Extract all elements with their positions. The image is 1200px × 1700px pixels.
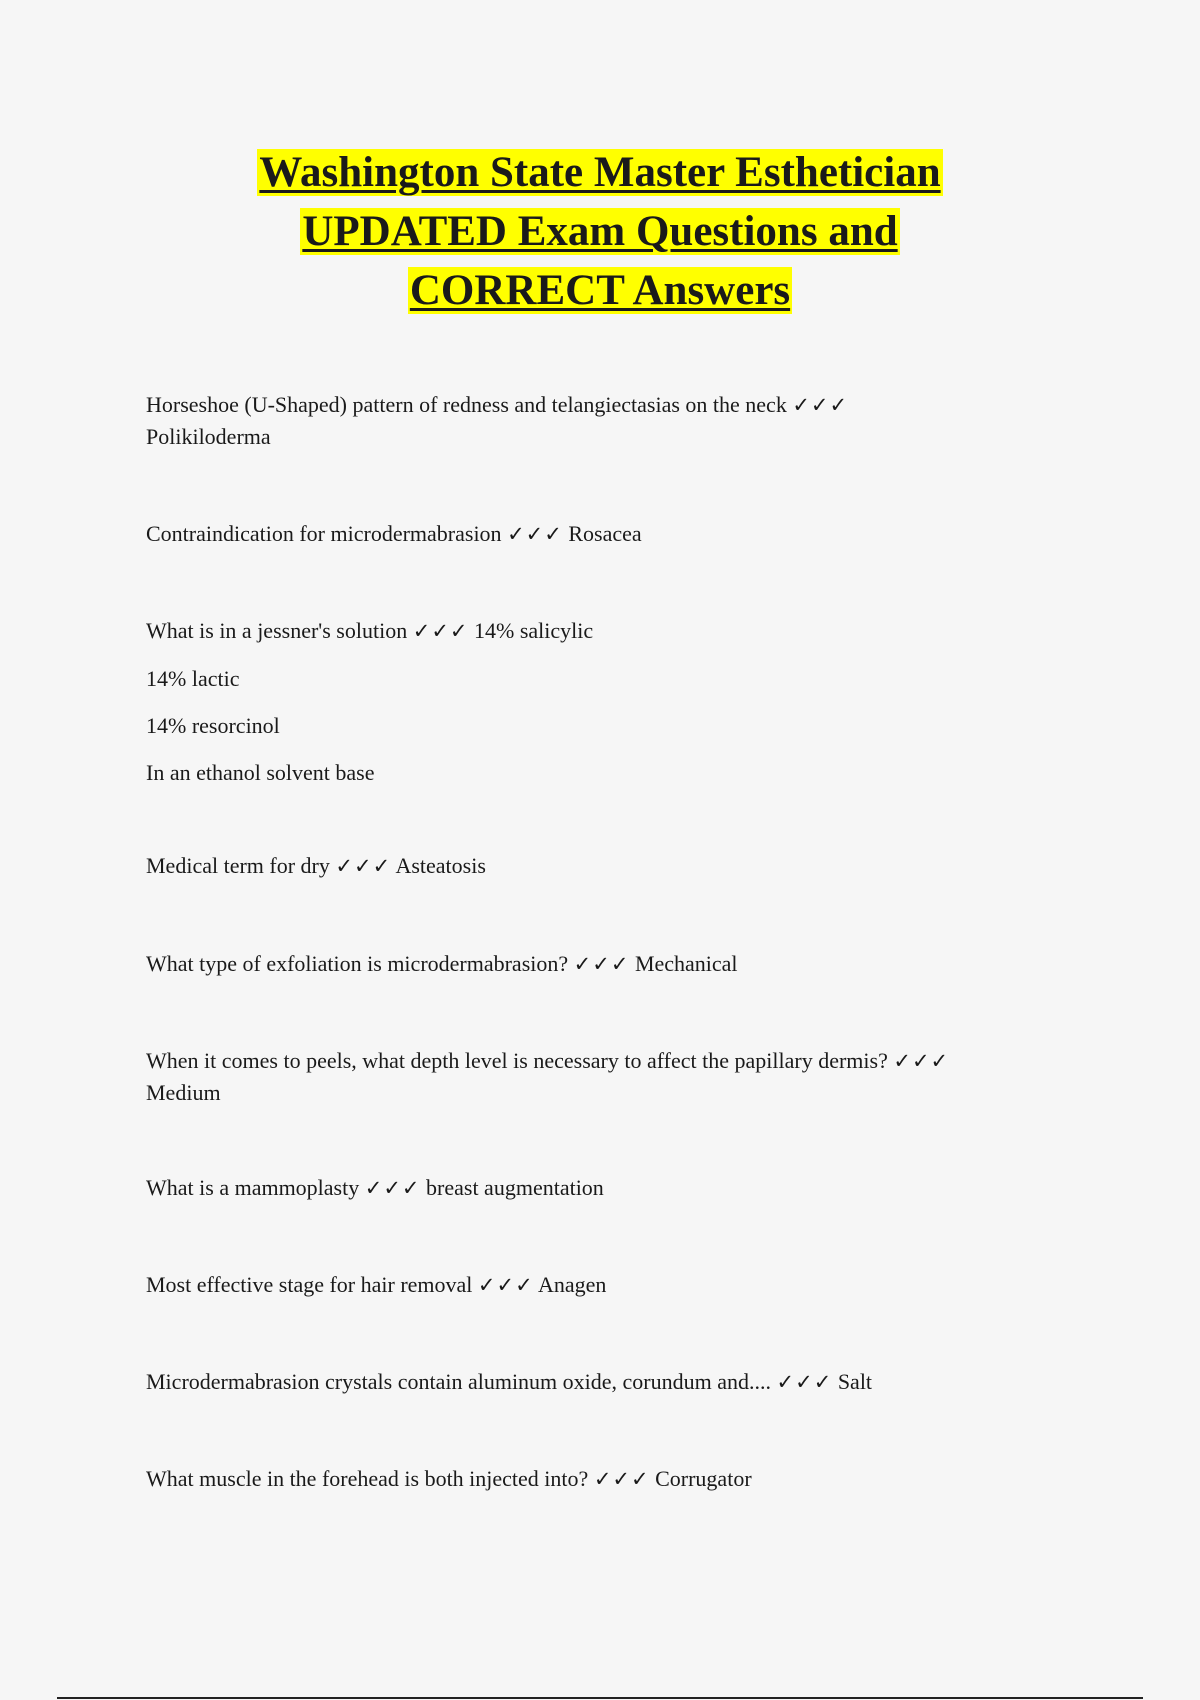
answer-text: Asteatosis [395,853,486,878]
answer-text: Mechanical [634,951,738,976]
page-bottom-rule [57,1697,1143,1699]
triple-check-icon: ✓✓✓ [593,1467,650,1491]
triple-check-icon: ✓✓✓ [412,619,469,643]
qa-item-8 [146,1269,1046,1301]
question-text: Microdermabrasion crystals contain aluminum oxide, corundum and.... [146,1369,772,1394]
answer-text: breast augmentation [426,1175,604,1200]
answer-line: 14% lactic [146,666,240,691]
answer-text: Medium [146,1080,221,1105]
question-text: Medical term for dry [146,853,330,878]
qa-item-3 [146,615,1046,788]
triple-check-icon: ✓✓✓ [477,1273,534,1297]
question-text: When it comes to peels, what depth level is necessary to affect the papillary dermis? [146,1048,888,1073]
question-text: Most effective stage for hair removal [146,1272,473,1297]
title-line-3: CORRECT Answers [409,267,791,314]
triple-check-icon: ✓✓✓ [573,952,630,976]
answer-text: Rosacea [568,521,642,546]
qa-item-9 [146,1366,1046,1398]
answer-line: 14% resorcinol [146,713,280,738]
question-text: Contraindication for microdermabrasion [146,521,502,546]
qa-item-1 [146,389,1046,452]
triple-check-icon: ✓✓✓ [792,393,849,417]
triple-check-icon: ✓✓✓ [364,1176,421,1200]
title-line-2: UPDATED Exam Questions and [302,208,898,255]
qa-item-6 [146,1045,1046,1108]
answer-text: Anagen [538,1272,607,1297]
question-text: What is in a jessner's solution [146,618,408,643]
triple-check-icon: ✓✓✓ [507,522,563,546]
qa-item-4 [146,850,1046,882]
qa-item-2 [146,518,1046,550]
triple-check-icon: ✓✓✓ [776,1370,833,1394]
answer-text: Corrugator [655,1466,752,1491]
triple-check-icon: ✓✓✓ [335,854,392,878]
qa-item-7 [146,1172,1046,1204]
question-text: What type of exfoliation is microdermabrasion? [146,951,569,976]
answer-line: In an ethanol solvent base [146,760,375,785]
document-title [0,143,1200,320]
question-text: What is a mammoplasty [146,1175,360,1200]
question-text: Horseshoe (U-Shaped) pattern of redness and telangiectasias on the neck [146,392,787,417]
answer-text: Polikiloderma [146,424,271,449]
answer-text: Salt [837,1369,873,1394]
answer-text: 14% salicylic [474,618,594,643]
qa-item-10 [146,1463,1046,1495]
triple-check-icon: ✓✓✓ [893,1049,950,1073]
qa-item-5 [146,948,1046,980]
title-line-1: Washington State Master Esthetician [259,149,941,196]
question-text: What muscle in the forehead is both injected into? [146,1466,589,1491]
